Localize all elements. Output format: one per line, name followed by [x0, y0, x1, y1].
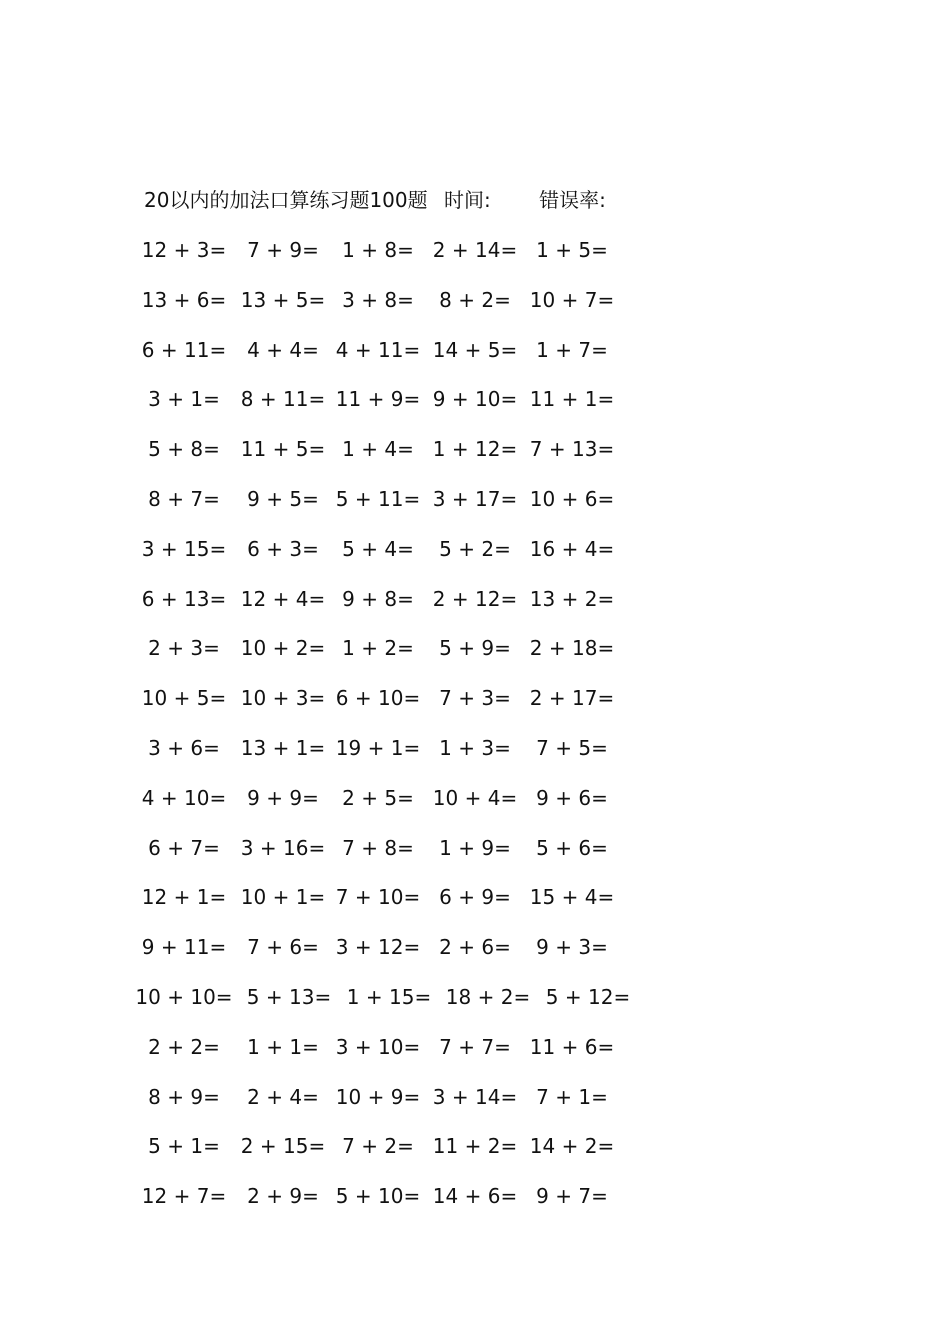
error-rate-label: 错误率:: [539, 188, 606, 212]
problem-item: 7 + 3=: [439, 686, 511, 711]
problem-item: 2 + 15=: [240, 1134, 326, 1159]
problem-item: 10 + 10=: [135, 984, 233, 1009]
problem-item: 1 + 2=: [342, 636, 414, 661]
problem-item: 1 + 7=: [536, 337, 608, 362]
problem-item: 6 + 13=: [141, 586, 227, 611]
problem-row: [0, 983, 950, 1033]
problem-row: [0, 435, 950, 485]
problem-item: 5 + 4=: [342, 536, 414, 561]
problem-row: [0, 784, 950, 834]
problem-item: 3 + 6=: [148, 735, 220, 760]
problem-item: 2 + 5=: [342, 785, 414, 810]
problem-item: 16 + 4=: [529, 536, 615, 561]
problem-item: 3 + 16=: [240, 835, 326, 860]
problem-item: 6 + 7=: [148, 835, 220, 860]
problem-item: 9 + 10=: [432, 387, 518, 412]
problem-item: 1 + 9=: [439, 835, 511, 860]
problem-item: 5 + 8=: [148, 437, 220, 462]
problem-item: 6 + 11=: [141, 337, 227, 362]
problem-item: 3 + 15=: [141, 536, 227, 561]
problem-item: 9 + 6=: [536, 785, 608, 810]
problem-item: 9 + 3=: [536, 935, 608, 960]
problem-item: 14 + 2=: [529, 1134, 615, 1159]
problem-item: 2 + 9=: [247, 1184, 319, 1209]
problem-item: 9 + 7=: [536, 1184, 608, 1209]
problem-row: [0, 1033, 950, 1083]
problem-item: 10 + 1=: [240, 885, 326, 910]
problem-item: 11 + 6=: [529, 1034, 615, 1059]
problem-item: 12 + 3=: [141, 238, 227, 262]
problem-item: 14 + 6=: [432, 1184, 518, 1209]
problem-item: 7 + 2=: [342, 1134, 414, 1159]
problem-item: 10 + 5=: [141, 686, 227, 711]
problem-item: 1 + 8=: [342, 238, 414, 262]
problem-item: 6 + 3=: [247, 536, 319, 561]
problem-item: 4 + 4=: [247, 337, 319, 362]
time-label: 时间:: [443, 188, 491, 212]
problem-row: [0, 1182, 950, 1232]
problem-item: 13 + 2=: [529, 586, 615, 611]
problem-item: 10 + 3=: [240, 686, 326, 711]
problem-item: 10 + 2=: [240, 636, 326, 661]
problem-row: [0, 684, 950, 734]
problem-item: 9 + 8=: [342, 586, 414, 611]
problem-row: [0, 286, 950, 336]
problem-item: 3 + 12=: [335, 935, 421, 960]
problem-item: 3 + 17=: [432, 486, 518, 511]
problem-item: 8 + 11=: [240, 387, 326, 412]
problem-item: 6 + 10=: [335, 686, 421, 711]
problem-item: 8 + 7=: [148, 486, 220, 511]
problem-item: 7 + 13=: [529, 437, 615, 462]
problem-item: 5 + 10=: [335, 1184, 421, 1209]
problem-item: 1 + 5=: [536, 238, 608, 262]
problem-item: 5 + 1=: [148, 1134, 220, 1159]
problem-item: 3 + 10=: [335, 1034, 421, 1059]
problem-item: 5 + 2=: [439, 536, 511, 561]
problem-item: 1 + 15=: [346, 984, 432, 1009]
problem-item: 10 + 9=: [335, 1084, 421, 1109]
problem-item: 15 + 4=: [529, 885, 615, 910]
problem-item: 3 + 14=: [432, 1084, 518, 1109]
problem-row: [0, 1083, 950, 1133]
problem-item: 12 + 1=: [141, 885, 227, 910]
problem-row: [0, 535, 950, 585]
problem-item: 7 + 6=: [247, 935, 319, 960]
problem-item: 11 + 5=: [240, 437, 326, 462]
problem-item: 8 + 2=: [439, 287, 511, 312]
problem-item: 10 + 6=: [529, 486, 615, 511]
problem-row: [0, 585, 950, 635]
problem-row: [0, 634, 950, 684]
header-row: [144, 186, 606, 214]
problem-item: 9 + 9=: [247, 785, 319, 810]
problem-item: 5 + 11=: [335, 486, 421, 511]
problem-item: 12 + 7=: [141, 1184, 227, 1209]
problem-item: 2 + 6=: [439, 935, 511, 960]
problem-item: 5 + 6=: [536, 835, 608, 860]
problem-item: 7 + 10=: [335, 885, 421, 910]
problem-item: 6 + 9=: [439, 885, 511, 910]
problem-item: 5 + 13=: [246, 984, 332, 1009]
problem-item: 2 + 3=: [148, 636, 220, 661]
problem-item: 2 + 4=: [247, 1084, 319, 1109]
problem-item: 19 + 1=: [335, 735, 421, 760]
problem-item: 7 + 5=: [536, 735, 608, 760]
problem-item: 2 + 14=: [432, 238, 518, 262]
problem-item: 14 + 5=: [432, 337, 518, 362]
problem-row: [0, 336, 950, 386]
problem-item: 11 + 1=: [529, 387, 615, 412]
problem-item: 13 + 6=: [141, 287, 227, 312]
problem-item: 13 + 5=: [240, 287, 326, 312]
problem-item: 2 + 17=: [529, 686, 615, 711]
problem-row: [0, 734, 950, 784]
problem-row: [0, 1132, 950, 1182]
problem-item: 10 + 4=: [432, 785, 518, 810]
problem-item: 5 + 12=: [545, 984, 631, 1009]
problem-item: 1 + 4=: [342, 437, 414, 462]
worksheet-title: 20以内的加法口算练习题100题: [144, 188, 428, 212]
problem-item: 13 + 1=: [240, 735, 326, 760]
problem-item: 1 + 1=: [247, 1034, 319, 1059]
problem-item: 2 + 18=: [529, 636, 615, 661]
problem-item: 9 + 11=: [141, 935, 227, 960]
problem-item: 7 + 1=: [536, 1084, 608, 1109]
problem-row: [0, 385, 950, 435]
problem-item: 7 + 7=: [439, 1034, 511, 1059]
problem-item: 2 + 12=: [432, 586, 518, 611]
problem-grid: [0, 236, 950, 1232]
problem-item: 4 + 10=: [141, 785, 227, 810]
problem-item: 10 + 7=: [529, 287, 615, 312]
problem-row: [0, 834, 950, 884]
problem-row: [0, 236, 950, 286]
problem-item: 7 + 8=: [342, 835, 414, 860]
problem-item: 5 + 9=: [439, 636, 511, 661]
problem-item: 2 + 2=: [148, 1034, 220, 1059]
problem-item: 11 + 2=: [432, 1134, 518, 1159]
problem-item: 1 + 12=: [432, 437, 518, 462]
problem-item: 3 + 1=: [148, 387, 220, 412]
problem-item: 8 + 9=: [148, 1084, 220, 1109]
problem-item: 18 + 2=: [445, 984, 531, 1009]
problem-row: [0, 485, 950, 535]
problem-row: [0, 933, 950, 983]
problem-item: 1 + 3=: [439, 735, 511, 760]
problem-row: [0, 883, 950, 933]
problem-item: 9 + 5=: [247, 486, 319, 511]
problem-item: 4 + 11=: [335, 337, 421, 362]
problem-item: 7 + 9=: [247, 238, 319, 262]
problem-item: 12 + 4=: [240, 586, 326, 611]
problem-item: 3 + 8=: [342, 287, 414, 312]
problem-item: 11 + 9=: [335, 387, 421, 412]
